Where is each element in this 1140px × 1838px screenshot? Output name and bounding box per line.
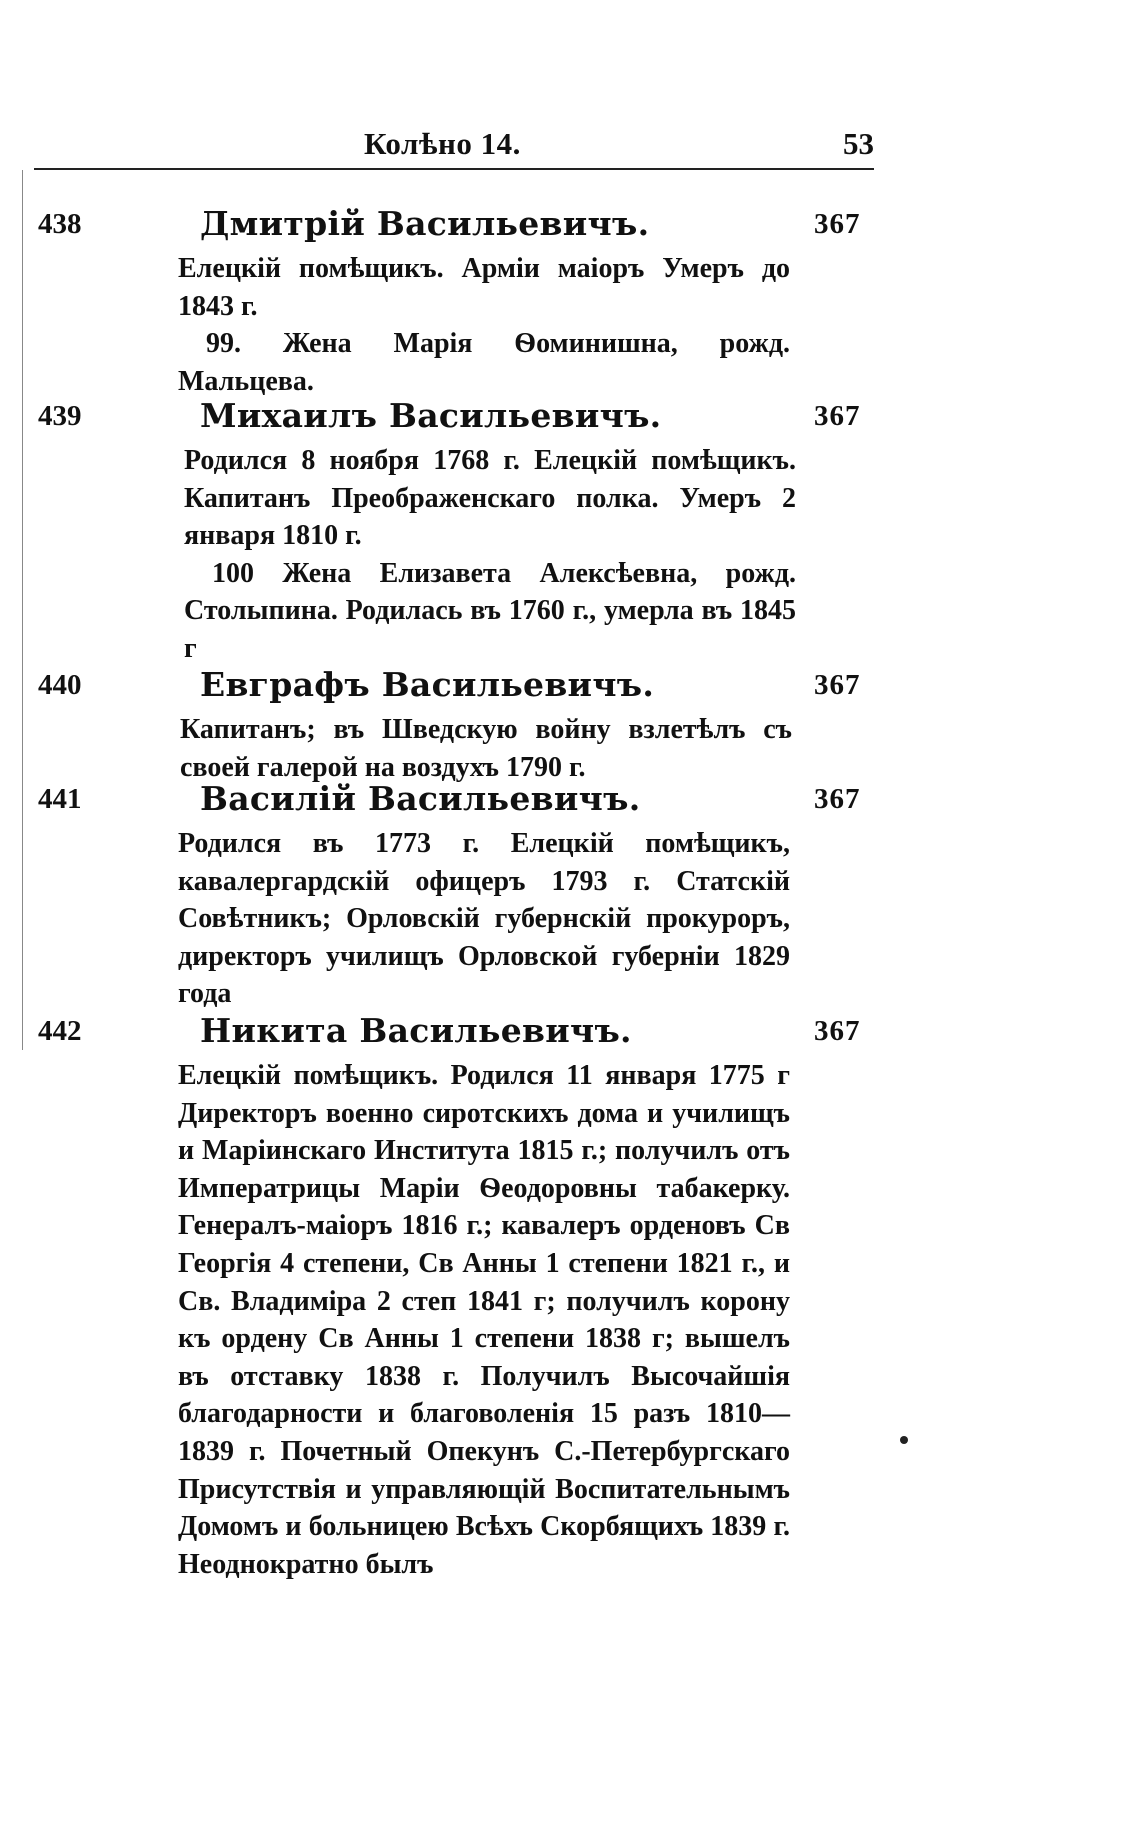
margin-rule [22,170,23,1050]
entry-paragraph: Капитанъ; въ Шведскую войну взлетѣлъ съ своей галерой на воздухъ 1790 г. [180,714,792,783]
entry-paragraph: 99. Жена Марія Ѳоминишна, рожд. Мальцева. [178,328,790,397]
entry-paragraph: Родился 8 ноября 1768 г. Елецкій помѣщикъ. Капитанъ Преображенскаго полка. Умеръ 2 января 1810 г. [184,445,796,552]
page-number: 53 [843,126,874,161]
entry-name: Евграфъ Васильевичъ. [200,665,655,704]
page-header [34,124,874,168]
entry-text [180,711,792,786]
entry-number: 440 [38,669,82,701]
entry-name: Василій Васильевичъ. [200,779,641,818]
entry-name: Михаилъ Васильевичъ. [200,396,662,435]
entry-number: 441 [38,783,82,815]
entry-text [178,250,790,400]
entry-number: 438 [38,208,82,240]
entry-paragraph: Родился въ 1773 г. Елецкій помѣщикъ, кавалергардскій офицеръ 1793 г. Статскій Совѣтникъ; Орловскій губернскій прокуроръ, директоръ училищъ Орловской губерніи 1829 года [178,828,790,1010]
entry-name: Никита Васильевичъ. [200,1011,632,1050]
ink-speck [900,1436,908,1444]
entry-paragraph: Елецкій помѣщикъ. Родился 11 января 1775 г Директоръ военно сиротскихъ дома и училищъ и Маріинскаго Института 1815 г.; получилъ отъ Императрицы Маріи Ѳеодоровны табакерку. Генералъ-маіоръ 1816 г.; кавалеръ орденовъ Св Георгія 4 степени, Св Анны 1 степени 1821 г., и Св. Владиміра 2 степ 1841 г; получилъ корону къ ордену Св Анны 1 степени 1838 г; вышелъ въ отставку 1838 г. Получилъ Высочайшія благодарности и благоволенія 15 разъ 1810—1839 г. Почетный Опекунъ С.-Петербургскаго Присутствія и управляющій Воспитательнымъ Домомъ и больницею Всѣхъ Скорбящихъ 1839 г. Неоднократно былъ [178,1060,790,1580]
entry-paragraph: Елецкій помѣщикъ. Арміи маіоръ Умеръ до 1843 г. [178,253,790,322]
entry-number: 442 [38,1015,82,1047]
header-rule [34,168,874,170]
entry-paragraph: 100 Жена Елизавета Алексѣевна, рожд. Столыпина. Родилась въ 1760 г., умерла въ 1845 г [184,557,796,664]
entry-text [178,1057,790,1583]
entry-name: Дмитрій Васильевичъ. [200,204,650,243]
page-title: Колѣно 14. [364,126,521,161]
entry-text [178,825,790,1013]
entry-ref: 367 [814,1015,861,1047]
entry-ref: 367 [814,669,861,701]
entry-number: 439 [38,400,82,432]
entry-ref: 367 [814,783,861,815]
entry-text [184,442,796,668]
entry-ref: 367 [814,400,861,432]
entry-ref: 367 [814,208,861,240]
